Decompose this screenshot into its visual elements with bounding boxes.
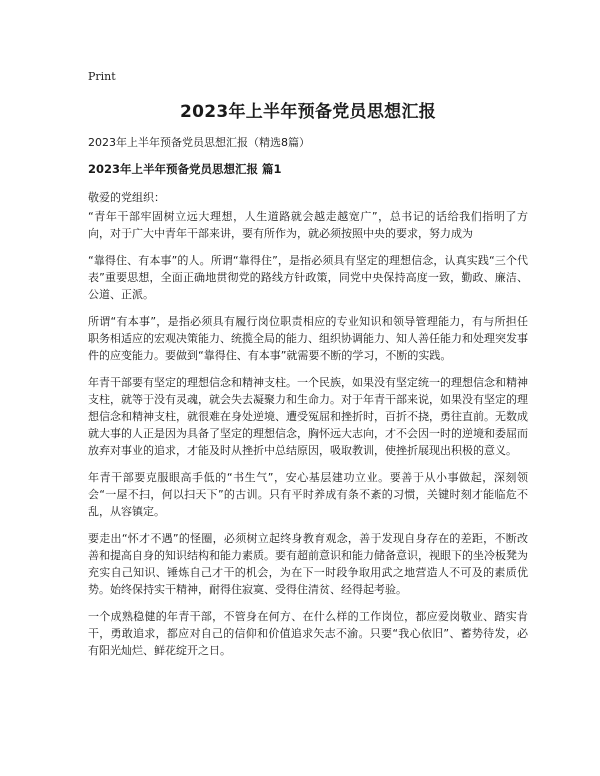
paragraph: “靠得住、有本事”的人。所谓“靠得住”，是指必须具有坚定的理想信念，认真实践“三个代表”重要思想，全面正确地贯彻党的路线方针政策，同党中央保持高度一致，勤政、廉洁、公道、正派。 [88,254,528,301]
paragraph: 一个成熟稳健的年青干部，不管身在何方、在什么样的工作岗位，都应爱岗敬业、踏实肯干，勇敢追求，都应对自己的信仰和价值追求矢志不渝。只要“我心依旧”、蓄势待发，必有阳光灿烂、鲜花绽开之日。 [88,610,528,657]
print-label: Print [88,70,116,83]
body-text [88,208,528,669]
paragraph: 所谓“有本事”，是指必须具有履行岗位职责相应的专业知识和领导管理能力，有与所担任职务相适应的宏观决策能力、统揽全局的能力、组织协调能力、知人善任能力和处理突发事件的应变能力。要做到“靠得住、有本事”就需要不断的学习，不断的实践。 [88,315,528,362]
paragraph: “青年干部牢固树立远大理想，人生道路就会越走越宽广”，总书记的话给我们指明了方向，对于广大中青年干部来讲，要有所作为，就必须按照中央的要求，努力成为 [88,210,528,240]
paragraph: 要走出“怀才不遇”的怪圈，必须树立起终身教育观念，善于发现自身存在的差距，不断改善和提高自身的知识结构和能力素质。要有超前意识和能力储备意识，视眼下的坐冷板凳为充实自己知识、锤炼自己才干的机会，为在下一时段争取用武之地营造人不可及的素质优势。始终保持实干精神，耐得住寂寞、受得住清贫、经得起考验。 [88,532,528,596]
paragraph: 年青干部要克服眼高手低的“书生气”，安心基层建功立业。要善于从小事做起，深刻领会“一屋不扫，何以扫天下”的古训。只有平时养成有条不紊的习惯，关键时刻才能临危不乱，从容镇定。 [88,471,528,518]
page-title: 2023年上半年预备党员思想汇报 [179,102,437,122]
section-heading: 2023年上半年预备党员思想汇报 篇1 [88,162,282,176]
paragraph: 年青干部要有坚定的理想信念和精神支柱。一个民族，如果没有坚定统一的理想信念和精神支柱，就等于没有灵魂，就会失去凝聚力和生命力。对于年青干部来说，如果没有坚定的理想信念和精神支柱，就很难在身处逆境、遭受冤屈和挫折时，百折不挠，勇往直前。无数成就大事的人正是因为具备了坚定的理想信念，胸怀远大志向，才不会因一时的逆境和委屈而放弃对事业的追求，才能及时从挫折中总结原因，吸取教训，使挫折展现出积极的意义。 [88,376,528,457]
document-subtitle: 2023年上半年预备党员思想汇报（精选8篇） [88,136,310,149]
greeting-line: 敬爱的党组织： [88,191,165,204]
